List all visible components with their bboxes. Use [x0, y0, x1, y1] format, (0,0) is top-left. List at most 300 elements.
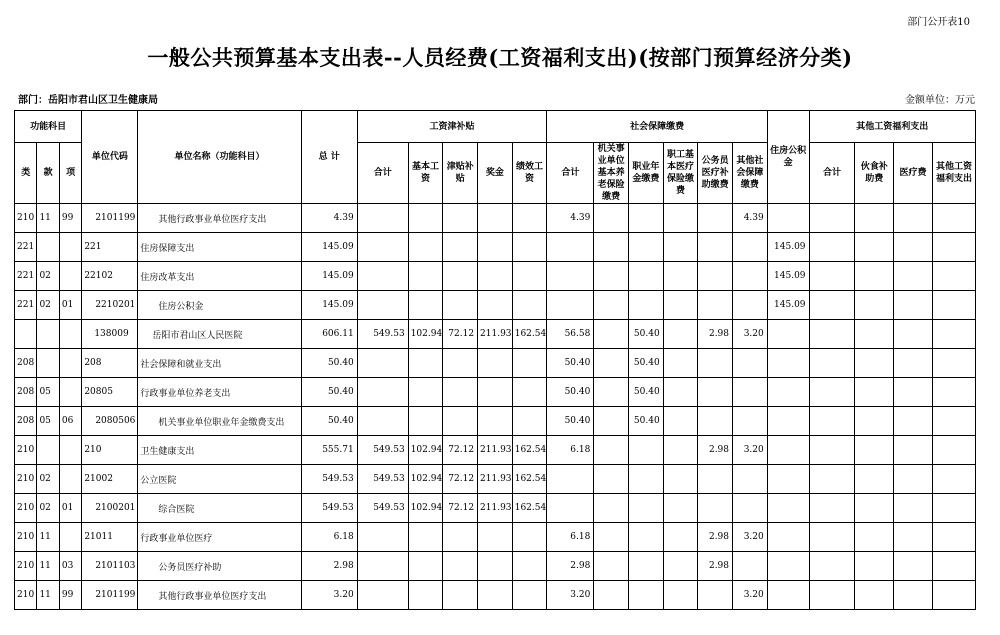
cell-bonus: [478, 523, 513, 552]
cell-lei: 208: [15, 407, 37, 436]
cell-medical-insurance: [663, 494, 698, 523]
header-unit-name: 单位名称（功能科目）: [138, 111, 301, 204]
amount-unit-label: 金额单位：万元: [905, 95, 975, 106]
cell-housing-fund: [767, 581, 809, 610]
cell-pension-insurance: [594, 494, 629, 523]
cell-basic-wage: [408, 233, 443, 262]
cell-civil-servant-medical: [698, 233, 733, 262]
cell-medical-fee: [894, 233, 933, 262]
cell-unit-code: 2101103: [82, 552, 138, 581]
cell-performance-wage: 162.54: [512, 494, 547, 523]
cell-housing-fund: [767, 320, 809, 349]
cell-lei: 221: [15, 262, 37, 291]
cell-social-total: [547, 465, 594, 494]
cell-total: 145.09: [301, 262, 357, 291]
cell-occupational-annuity: 50.40: [629, 349, 664, 378]
page-title: 一般公共预算基本支出表--人员经费(工资福利支出)(按部门预算经济分类): [147, 45, 853, 70]
cell-kuan: 02: [37, 291, 59, 320]
cell-performance-wage: 162.54: [512, 436, 547, 465]
cell-meal-allowance: [855, 349, 894, 378]
cell-xiang: [59, 378, 81, 407]
cell-meal-allowance: [855, 494, 894, 523]
cell-housing-fund: [767, 436, 809, 465]
header-social-col-3: 职工基本医疗保险缴费: [663, 143, 698, 204]
cell-unit-name: 其他行政事业单位医疗支出: [138, 204, 301, 233]
cell-other-total: [809, 204, 855, 233]
cell-xiang: [59, 262, 81, 291]
cell-total: 50.40: [301, 349, 357, 378]
cell-kuan: [37, 436, 59, 465]
cell-pension-insurance: [594, 233, 629, 262]
header-xiang: 项: [59, 143, 81, 204]
cell-meal-allowance: [855, 378, 894, 407]
cell-kuan: [37, 320, 59, 349]
cell-housing-fund: [767, 552, 809, 581]
cell-civil-servant-medical: 2.98: [698, 552, 733, 581]
cell-unit-code: 138009: [82, 320, 138, 349]
header-social-col-1: 机关事业单位基本养老保险缴费: [594, 143, 629, 204]
header-social-col-2: 职业年金缴费: [629, 143, 664, 204]
cell-kuan: [37, 349, 59, 378]
cell-allowance: [443, 407, 478, 436]
cell-performance-wage: [512, 262, 547, 291]
cell-basic-wage: 102.94: [408, 465, 443, 494]
cell-total: 50.40: [301, 407, 357, 436]
cell-allowance: 72.12: [443, 320, 478, 349]
cell-medical-insurance: [663, 552, 698, 581]
table-row: [15, 523, 976, 552]
cell-other-total: [809, 378, 855, 407]
cell-housing-fund: [767, 204, 809, 233]
cell-other-welfare: [932, 465, 975, 494]
cell-lei: 210: [15, 552, 37, 581]
cell-bonus: [478, 262, 513, 291]
cell-xiang: 01: [59, 494, 81, 523]
header-social-col-4: 公务员医疗补助缴费: [698, 143, 733, 204]
header-wage-col-2: 津贴补贴: [443, 143, 478, 204]
cell-pension-insurance: [594, 436, 629, 465]
cell-other-total: [809, 436, 855, 465]
header-kuan: 款: [37, 143, 59, 204]
cell-unit-code: 21002: [82, 465, 138, 494]
cell-medical-fee: [894, 262, 933, 291]
cell-wage-total: [357, 262, 408, 291]
cell-medical-fee: [894, 378, 933, 407]
table-row: [15, 436, 976, 465]
cell-unit-name: 住房保障支出: [138, 233, 301, 262]
cell-other-social: [733, 262, 768, 291]
cell-meal-allowance: [855, 204, 894, 233]
cell-kuan: 05: [37, 378, 59, 407]
cell-other-total: [809, 523, 855, 552]
cell-social-total: 6.18: [547, 436, 594, 465]
cell-lei: 208: [15, 349, 37, 378]
cell-xiang: [59, 349, 81, 378]
cell-social-total: [547, 233, 594, 262]
cell-pension-insurance: [594, 262, 629, 291]
cell-basic-wage: [408, 262, 443, 291]
cell-housing-fund: 145.09: [767, 233, 809, 262]
cell-social-total: 4.39: [547, 204, 594, 233]
cell-other-welfare: [932, 291, 975, 320]
cell-allowance: [443, 233, 478, 262]
cell-total: 549.53: [301, 465, 357, 494]
cell-other-total: [809, 262, 855, 291]
cell-unit-code: 208: [82, 349, 138, 378]
cell-civil-servant-medical: [698, 204, 733, 233]
cell-other-welfare: [932, 552, 975, 581]
cell-housing-fund: 145.09: [767, 262, 809, 291]
cell-medical-insurance: [663, 262, 698, 291]
cell-total: 50.40: [301, 378, 357, 407]
cell-occupational-annuity: 50.40: [629, 378, 664, 407]
cell-xiang: [59, 233, 81, 262]
cell-other-social: [733, 378, 768, 407]
cell-other-welfare: [932, 494, 975, 523]
cell-performance-wage: [512, 204, 547, 233]
cell-total: 555.71: [301, 436, 357, 465]
cell-pension-insurance: [594, 552, 629, 581]
cell-social-total: 3.20: [547, 581, 594, 610]
header-other-col-1: 伙食补助费: [855, 143, 894, 204]
cell-pension-insurance: [594, 291, 629, 320]
cell-medical-fee: [894, 320, 933, 349]
cell-other-total: [809, 581, 855, 610]
cell-xiang: 99: [59, 204, 81, 233]
cell-occupational-annuity: [629, 204, 664, 233]
cell-bonus: [478, 581, 513, 610]
header-total: 总 计: [301, 111, 357, 204]
cell-meal-allowance: [855, 581, 894, 610]
cell-bonus: 211.93: [478, 465, 513, 494]
cell-performance-wage: [512, 233, 547, 262]
cell-unit-name: 公务员医疗补助: [138, 552, 301, 581]
cell-xiang: 01: [59, 291, 81, 320]
table-row: [15, 262, 976, 291]
cell-xiang: 03: [59, 552, 81, 581]
header-housing-fund: 住房公积金: [767, 111, 809, 204]
cell-allowance: [443, 262, 478, 291]
cell-kuan: 11: [37, 581, 59, 610]
cell-xiang: [59, 320, 81, 349]
cell-pension-insurance: [594, 465, 629, 494]
header-wage-col-4: 绩效工资: [512, 143, 547, 204]
cell-unit-code: 2101199: [82, 581, 138, 610]
cell-bonus: [478, 233, 513, 262]
cell-lei: 221: [15, 233, 37, 262]
cell-housing-fund: [767, 494, 809, 523]
cell-occupational-annuity: [629, 436, 664, 465]
cell-wage-total: [357, 233, 408, 262]
department-label: 部门：岳阳市君山区卫生健康局: [18, 95, 158, 106]
cell-lei: 210: [15, 494, 37, 523]
cell-unit-code: 21011: [82, 523, 138, 552]
cell-unit-name: 卫生健康支出: [138, 436, 301, 465]
cell-meal-allowance: [855, 436, 894, 465]
cell-allowance: [443, 349, 478, 378]
table-row: [15, 291, 976, 320]
cell-performance-wage: [512, 523, 547, 552]
cell-other-total: [809, 552, 855, 581]
cell-allowance: [443, 581, 478, 610]
header-wage-col-3: 奖金: [478, 143, 513, 204]
cell-allowance: [443, 523, 478, 552]
cell-wage-total: [357, 349, 408, 378]
cell-bonus: 211.93: [478, 436, 513, 465]
cell-other-total: [809, 465, 855, 494]
cell-bonus: [478, 349, 513, 378]
cell-xiang: 99: [59, 581, 81, 610]
table-row: [15, 349, 976, 378]
cell-medical-fee: [894, 494, 933, 523]
cell-other-welfare: [932, 349, 975, 378]
cell-allowance: 72.12: [443, 465, 478, 494]
cell-bonus: [478, 407, 513, 436]
cell-medical-fee: [894, 581, 933, 610]
cell-unit-code: 22102: [82, 262, 138, 291]
cell-unit-name: 公立医院: [138, 465, 301, 494]
header-other-col-0: 合计: [809, 143, 855, 204]
cell-occupational-annuity: 50.40: [629, 320, 664, 349]
cell-other-total: [809, 291, 855, 320]
cell-other-welfare: [932, 436, 975, 465]
cell-basic-wage: [408, 378, 443, 407]
cell-medical-insurance: [663, 581, 698, 610]
cell-medical-insurance: [663, 291, 698, 320]
cell-performance-wage: [512, 407, 547, 436]
cell-occupational-annuity: [629, 465, 664, 494]
cell-meal-allowance: [855, 407, 894, 436]
cell-social-total: 50.40: [547, 349, 594, 378]
cell-basic-wage: [408, 291, 443, 320]
header-lei: 类: [15, 143, 37, 204]
cell-other-social: [733, 291, 768, 320]
cell-occupational-annuity: [629, 523, 664, 552]
cell-housing-fund: [767, 465, 809, 494]
cell-basic-wage: [408, 204, 443, 233]
cell-other-total: [809, 233, 855, 262]
cell-allowance: 72.12: [443, 494, 478, 523]
cell-social-total: 50.40: [547, 378, 594, 407]
cell-basic-wage: [408, 581, 443, 610]
cell-unit-code: 20805: [82, 378, 138, 407]
cell-occupational-annuity: [629, 262, 664, 291]
cell-lei: 221: [15, 291, 37, 320]
cell-medical-fee: [894, 291, 933, 320]
cell-social-total: 2.98: [547, 552, 594, 581]
cell-civil-servant-medical: [698, 465, 733, 494]
cell-civil-servant-medical: [698, 291, 733, 320]
cell-bonus: 211.93: [478, 494, 513, 523]
table-row: [15, 552, 976, 581]
cell-medical-fee: [894, 465, 933, 494]
cell-xiang: 06: [59, 407, 81, 436]
cell-wage-total: [357, 378, 408, 407]
cell-other-total: [809, 320, 855, 349]
cell-meal-allowance: [855, 320, 894, 349]
cell-total: 145.09: [301, 291, 357, 320]
cell-unit-name: 社会保障和就业支出: [138, 349, 301, 378]
cell-wage-total: [357, 523, 408, 552]
cell-performance-wage: 162.54: [512, 465, 547, 494]
cell-pension-insurance: [594, 407, 629, 436]
cell-other-welfare: [932, 378, 975, 407]
table-row: [15, 378, 976, 407]
cell-lei: 210: [15, 436, 37, 465]
cell-pension-insurance: [594, 523, 629, 552]
cell-lei: 210: [15, 523, 37, 552]
header-social-group: 社会保障缴费: [547, 111, 767, 143]
cell-wage-total: 549.53: [357, 436, 408, 465]
cell-wage-total: [357, 204, 408, 233]
cell-medical-fee: [894, 349, 933, 378]
cell-occupational-annuity: [629, 552, 664, 581]
cell-pension-insurance: [594, 378, 629, 407]
cell-other-social: 3.20: [733, 523, 768, 552]
cell-other-social: [733, 233, 768, 262]
table-number-label: 部门公开表10: [907, 17, 970, 28]
cell-kuan: 02: [37, 262, 59, 291]
cell-pension-insurance: [594, 349, 629, 378]
cell-meal-allowance: [855, 233, 894, 262]
cell-xiang: [59, 523, 81, 552]
cell-total: 606.11: [301, 320, 357, 349]
cell-kuan: 02: [37, 465, 59, 494]
cell-civil-servant-medical: 2.98: [698, 523, 733, 552]
cell-kuan: 11: [37, 204, 59, 233]
cell-unit-name: 岳阳市君山区人民医院: [138, 320, 301, 349]
cell-wage-total: [357, 581, 408, 610]
cell-occupational-annuity: 50.40: [629, 407, 664, 436]
cell-social-total: 56.58: [547, 320, 594, 349]
cell-other-social: [733, 349, 768, 378]
cell-medical-fee: [894, 523, 933, 552]
budget-table: [14, 110, 976, 610]
cell-kuan: 11: [37, 552, 59, 581]
cell-allowance: [443, 552, 478, 581]
cell-wage-total: 549.53: [357, 465, 408, 494]
cell-unit-name: 住房改革支出: [138, 262, 301, 291]
cell-occupational-annuity: [629, 291, 664, 320]
cell-other-welfare: [932, 262, 975, 291]
cell-bonus: [478, 291, 513, 320]
cell-basic-wage: 102.94: [408, 320, 443, 349]
cell-kuan: [37, 233, 59, 262]
cell-lei: 210: [15, 581, 37, 610]
cell-social-total: [547, 494, 594, 523]
cell-lei: [15, 320, 37, 349]
cell-xiang: [59, 465, 81, 494]
cell-other-social: [733, 494, 768, 523]
cell-occupational-annuity: [629, 233, 664, 262]
cell-allowance: [443, 204, 478, 233]
cell-total: 2.98: [301, 552, 357, 581]
cell-total: 3.20: [301, 581, 357, 610]
cell-basic-wage: [408, 349, 443, 378]
cell-wage-total: [357, 291, 408, 320]
cell-kuan: 11: [37, 523, 59, 552]
cell-medical-fee: [894, 407, 933, 436]
cell-performance-wage: [512, 349, 547, 378]
cell-basic-wage: [408, 407, 443, 436]
cell-unit-code: 2080506: [82, 407, 138, 436]
cell-medical-insurance: [663, 204, 698, 233]
cell-performance-wage: 162.54: [512, 320, 547, 349]
cell-unit-name: 综合医院: [138, 494, 301, 523]
cell-housing-fund: [767, 378, 809, 407]
header-unit-code: 单位代码: [82, 111, 138, 204]
table-row: [15, 494, 976, 523]
cell-lei: 210: [15, 204, 37, 233]
cell-medical-insurance: [663, 378, 698, 407]
cell-unit-code: 2101199: [82, 204, 138, 233]
cell-medical-insurance: [663, 320, 698, 349]
cell-kuan: 05: [37, 407, 59, 436]
cell-unit-name: 行政事业单位医疗: [138, 523, 301, 552]
header-wage-group: 工资津补贴: [357, 111, 547, 143]
cell-bonus: 211.93: [478, 320, 513, 349]
cell-unit-code: 2210201: [82, 291, 138, 320]
table-row: [15, 204, 976, 233]
cell-meal-allowance: [855, 523, 894, 552]
cell-other-welfare: [932, 233, 975, 262]
cell-other-social: 3.20: [733, 581, 768, 610]
cell-other-welfare: [932, 523, 975, 552]
cell-other-welfare: [932, 204, 975, 233]
cell-other-social: [733, 407, 768, 436]
cell-wage-total: [357, 552, 408, 581]
cell-meal-allowance: [855, 291, 894, 320]
cell-unit-name: 机关事业单位职业年金缴费支出: [138, 407, 301, 436]
cell-performance-wage: [512, 378, 547, 407]
cell-basic-wage: [408, 552, 443, 581]
cell-medical-fee: [894, 436, 933, 465]
cell-civil-servant-medical: [698, 581, 733, 610]
cell-unit-name: 行政事业单位养老支出: [138, 378, 301, 407]
cell-unit-code: 2100201: [82, 494, 138, 523]
cell-medical-insurance: [663, 349, 698, 378]
cell-social-total: 50.40: [547, 407, 594, 436]
cell-total: 549.53: [301, 494, 357, 523]
cell-social-total: [547, 262, 594, 291]
cell-basic-wage: 102.94: [408, 436, 443, 465]
cell-medical-insurance: [663, 233, 698, 262]
cell-performance-wage: [512, 291, 547, 320]
table-row: [15, 407, 976, 436]
header-func-subject: 功能科目: [15, 111, 82, 143]
cell-unit-name: 其他行政事业单位医疗支出: [138, 581, 301, 610]
header-other-group: 其他工资福利支出: [809, 111, 975, 143]
cell-other-social: [733, 552, 768, 581]
cell-basic-wage: [408, 523, 443, 552]
cell-other-social: 3.20: [733, 320, 768, 349]
cell-other-total: [809, 349, 855, 378]
cell-performance-wage: [512, 552, 547, 581]
cell-allowance: [443, 291, 478, 320]
cell-social-total: 6.18: [547, 523, 594, 552]
cell-bonus: [478, 378, 513, 407]
cell-medical-insurance: [663, 465, 698, 494]
table-row: [15, 581, 976, 610]
cell-other-total: [809, 494, 855, 523]
cell-meal-allowance: [855, 262, 894, 291]
cell-wage-total: 549.53: [357, 320, 408, 349]
cell-pension-insurance: [594, 581, 629, 610]
cell-civil-servant-medical: [698, 262, 733, 291]
cell-meal-allowance: [855, 552, 894, 581]
cell-medical-insurance: [663, 407, 698, 436]
cell-lei: 210: [15, 465, 37, 494]
